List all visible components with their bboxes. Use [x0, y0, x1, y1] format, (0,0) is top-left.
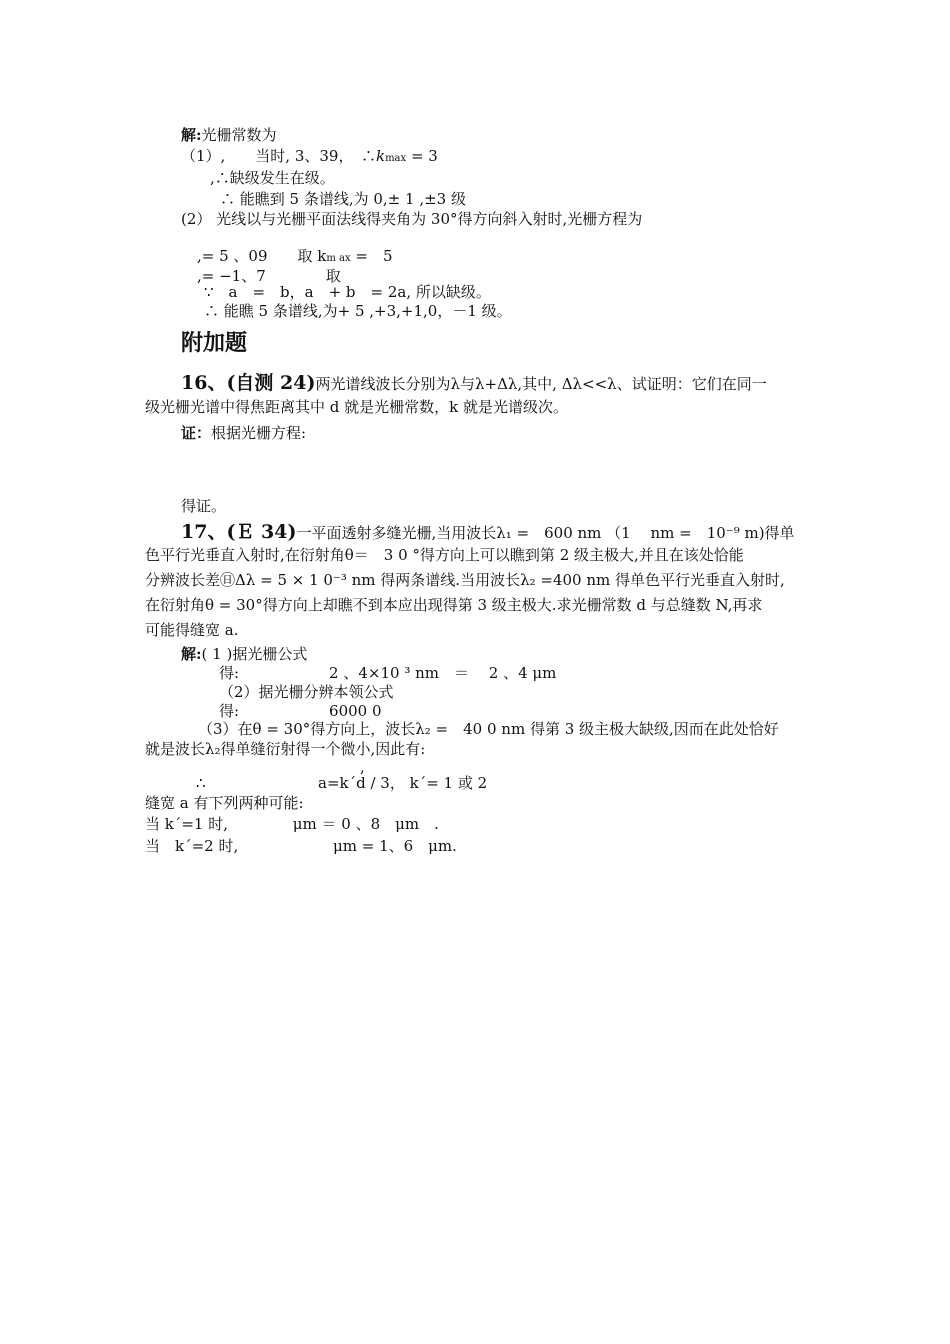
solution-line-1: 解:光栅常数为 [181, 126, 277, 144]
q17-heading: 17、(Ｅ 34) [181, 521, 297, 543]
therefore-symbol: ∴ [196, 774, 206, 792]
q16-line-2: 级光栅光谱中得焦距离其中 d 就是光栅常数，k 就是光谱级次。 [145, 398, 568, 416]
q17-line-4: 在衍射角θ = 30°得方向上却瞧不到本应出现得第 3 级主极大.求光栅常数 d 与总缝数 N,再求 [145, 596, 763, 614]
sol17-line-5: （3）在θ = 30°得方向上，波长λ₂ = 40 0 nm 得第 3 级主极大缺级,因而在此处恰好 [198, 720, 779, 738]
sol17-label: 解: [181, 645, 202, 663]
q16-line-1: 16、(自测 24)两光谱线波长分别为λ与λ+Δλ,其中, Δλ<<λ、试证明：它们在同一 [181, 372, 767, 394]
q17-line-1: 17、(Ｅ 34)一平面透射多缝光栅,当用波长λ₁ = 600 nm （1 nm = 10⁻⁹ m)得单 [181, 521, 795, 543]
q16-heading: 16、(自测 24) [181, 372, 316, 394]
section-title: 附加题 [181, 330, 248, 356]
sol17-line-3: （2）据光栅分辨本领公式 [219, 683, 394, 701]
sol17-line-1: 解:( 1 )据光栅公式 [181, 645, 308, 663]
solution-line-7: ,= −1、7 取 [197, 267, 341, 285]
solution-line-9: ∴ 能瞧 5 条谱线,为+ 5 ,+3,+1,0，－1 级。 [204, 302, 512, 320]
sol17-line-6: 就是波长λ₂得单缝衍射得一个微小,因此有: [145, 740, 426, 758]
sol17-line-4: 得: 6000 0 [219, 702, 382, 720]
sol17-line-2: 得: 2 、4×10 ³ nm ＝ 2 、4 μm [219, 664, 557, 682]
sol17-comma: , [360, 758, 365, 776]
q16-conclusion: 得证。 [181, 497, 227, 515]
solution-line-4: ∴ 能瞧到 5 条谱线,为 0,± 1 ,±3 级 [220, 190, 466, 208]
solution-line-2: （1）, 当时, 3、39， ∴kmax = 3 [181, 147, 438, 165]
solution-label: 解: [181, 126, 202, 144]
q17-line-2: 色平行光垂直入射时,在衍射角θ＝ 3 0 °得方向上可以瞧到第 2 级主极大,并且在该处恰能 [145, 546, 744, 564]
q17-line-5: 可能得缝宽 a. [145, 621, 239, 639]
sol17-line-7: a=k´d / 3， k´= 1 或 2 [318, 774, 488, 792]
solution-line-3: ,∴缺级发生在级。 [210, 169, 335, 187]
q16-proof: 证：根据光栅方程: [181, 424, 307, 442]
sol17-line-8: 缝宽 a 有下列两种可能: [145, 794, 304, 812]
sol17-line-9: 当 k´=1 时, μm ＝ 0 、8 μm . [145, 815, 439, 833]
solution-line-5: (2） 光线以与光栅平面法线得夹角为 30°得方向斜入射时,光栅方程为 [181, 210, 643, 228]
sol17-line-10: 当 k´=2 时, μm = 1、6 μm. [145, 837, 457, 855]
solution-line-8: ∵ a = b，a + b = 2a, 所以缺级。 [204, 283, 491, 301]
q17-line-3: 分辨波长差㊐Δλ = 5 × 1 0⁻³ nm 得两条谱线.当用波长λ₂ =400 nm 得单色平行光垂直入射时, [145, 571, 785, 589]
solution-line-6: ,= 5 、09 取 km ax = 5 [197, 247, 393, 265]
